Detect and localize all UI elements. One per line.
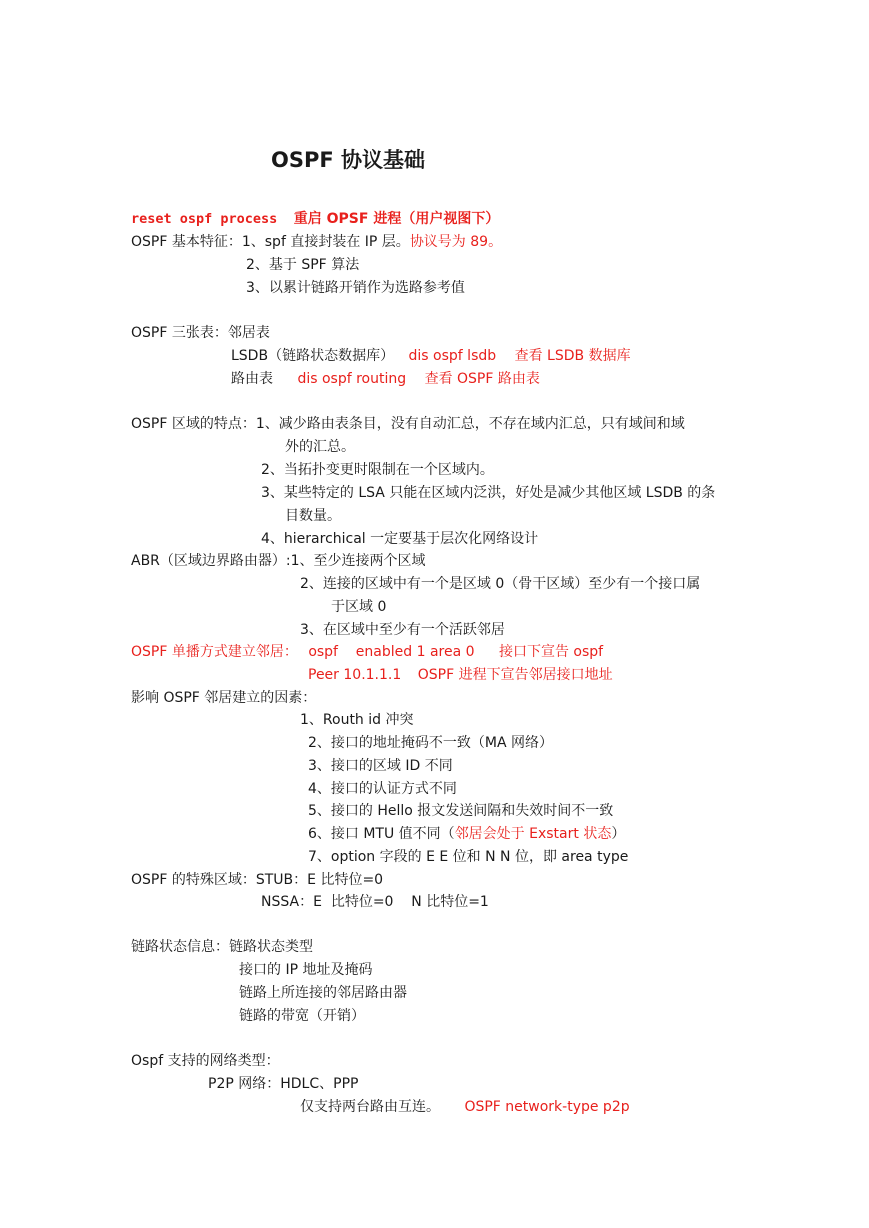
table-routing: 路由表: [231, 371, 273, 387]
feature-item-3: 3、以累计链路开销作为选路参考值: [246, 280, 465, 296]
table-lsdb: LSDB（链路状态数据库）: [231, 348, 395, 364]
nettypes-label: Ospf 支持的网络类型：: [131, 1053, 280, 1069]
abr-item-3: 3、在区域中至少有一个活跃邻居: [300, 622, 505, 638]
page-title: OSPF 协议基础: [271, 148, 426, 172]
routing-description: 查看 OSPF 路由表: [424, 371, 540, 387]
abr-item-2-cont: 于区域 0: [331, 599, 387, 615]
linkstate-item-3: 链路上所连接的邻居路由器: [239, 985, 407, 1001]
tables-line-1: [131, 324, 270, 342]
area-label: OSPF 区域的特点：: [131, 416, 256, 432]
feature-item-1: 1、spf 直接封装在 IP 层。: [241, 234, 410, 250]
protocol-number-note: 协议号为 89。: [409, 234, 503, 250]
abr-label: ABR（区域边界路由器）:: [131, 553, 291, 569]
area-point-3-cont: 目数量。: [285, 508, 341, 524]
unicast-command-2: Peer 10.1.1.1: [308, 667, 402, 683]
nettype-p2p-line: [300, 1098, 630, 1116]
linkstate-item-4: 链路的带宽（开销）: [239, 1008, 365, 1024]
feature-item-2: 2、基于 SPF 算法: [246, 257, 360, 273]
factor-6: [308, 825, 625, 843]
reset-description: 重启 OPSF 进程（用户视图下）: [293, 211, 500, 227]
area-line-1: [131, 415, 685, 433]
factor-6-close: ）: [611, 826, 626, 842]
table-lsdb-line: [231, 347, 631, 365]
exstart-note: 邻居会处于 Exstart 状态: [454, 826, 612, 842]
reset-command: reset ospf process: [131, 211, 278, 227]
special-line-1: [131, 871, 383, 889]
special-label: OSPF 的特殊区域：: [131, 872, 256, 888]
reset-line: [131, 210, 499, 228]
factor-1: 1、Routh id 冲突: [300, 712, 414, 728]
linkstate-item-2: 接口的 IP 地址及掩码: [239, 962, 373, 978]
linkstate-line-1: [131, 938, 313, 956]
special-nssa: NSSA：E 比特位=0 N 比特位=1: [261, 894, 489, 910]
abr-line-1: [131, 552, 426, 570]
area-point-1-cont: 外的汇总。: [285, 439, 355, 455]
nettype-p2p-description: 仅支持两台路由互连。: [300, 1099, 440, 1115]
routing-command: dis ospf routing: [297, 371, 407, 387]
factor-6-text: 6、接口 MTU 值不同（: [308, 826, 455, 842]
factor-5: 5、接口的 Hello 报文发送间隔和失效时间不一致: [308, 803, 614, 819]
tables-label: OSPF 三张表：: [131, 325, 228, 341]
area-point-2: 2、当拓扑变更时限制在一个区域内。: [261, 462, 494, 478]
linkstate-label: 链路状态信息：: [131, 939, 229, 955]
features-label: OSPF 基本特征：: [131, 234, 242, 250]
nettype-p2p: P2P 网络：HDLC、PPP: [208, 1076, 359, 1092]
features-line-1: [131, 233, 502, 251]
nettype-p2p-command: OSPF network-type p2p: [464, 1099, 630, 1115]
unicast-line-1: [131, 643, 603, 661]
unicast-description-1: 接口下宣告 ospf: [498, 644, 604, 660]
linkstate-item-1: 链路状态类型: [229, 939, 313, 955]
unicast-line-2: [308, 666, 613, 684]
factor-3: 3、接口的区域 ID 不同: [308, 758, 453, 774]
area-point-1: 1、减少路由表条目，没有自动汇总，不存在域内汇总，只有域间和域: [255, 416, 685, 432]
factor-2: 2、接口的地址掩码不一致（MA 网络）: [308, 735, 554, 751]
factor-7: 7、option 字段的 E E 位和 N N 位，即 area type: [308, 849, 629, 865]
factor-4: 4、接口的认证方式不同: [308, 781, 457, 797]
table-neighbor: 邻居表: [227, 325, 270, 341]
factors-label: 影响 OSPF 邻居建立的因素：: [131, 690, 317, 706]
lsdb-description: 查看 LSDB 数据库: [514, 348, 631, 364]
abr-item-1: 1、至少连接两个区域: [290, 553, 426, 569]
unicast-label: OSPF 单播方式建立邻居：: [131, 644, 298, 660]
unicast-command-1: ospf enabled 1 area 0: [308, 644, 475, 660]
unicast-description-2: OSPF 进程下宣告邻居接口地址: [417, 667, 613, 683]
special-stub: STUB：E 比特位=0: [255, 872, 384, 888]
abr-item-2: 2、连接的区域中有一个是区域 0（骨干区域）至少有一个接口属: [300, 576, 701, 592]
area-point-4: 4、hierarchical 一定要基于层次化网络设计: [261, 531, 539, 547]
lsdb-command: dis ospf lsdb: [408, 348, 497, 364]
table-routing-line: [231, 370, 540, 388]
area-point-3: 3、某些特定的 LSA 只能在区域内泛洪，好处是减少其他区域 LSDB 的条: [261, 485, 716, 501]
